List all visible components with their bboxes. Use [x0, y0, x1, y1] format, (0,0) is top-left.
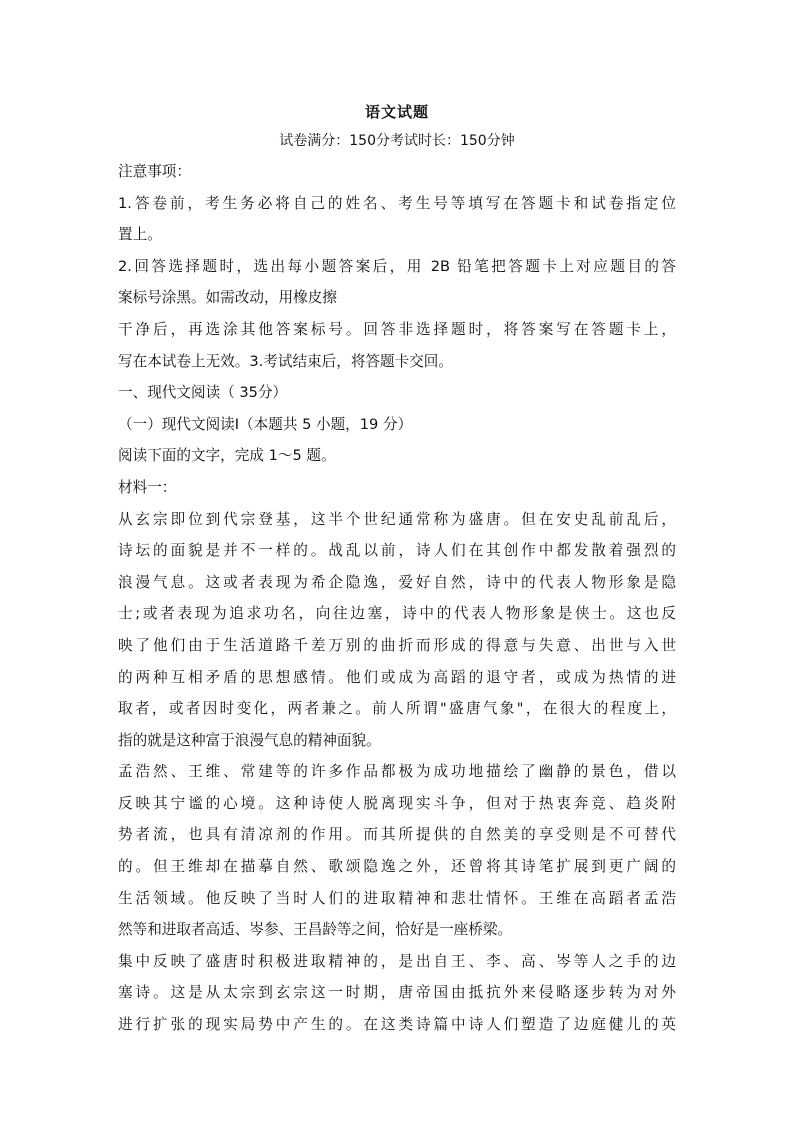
notice-heading: 注意事项：	[118, 163, 191, 180]
text-line: 干净后，再选涂其他答案标号。回答非选择题时，将答案写在答题卡上，	[118, 320, 676, 338]
text-line: 集中反映了盛唐时积极进取精神的，是出自王、李、高、岑等人之手的边	[118, 952, 676, 970]
notice-item-2	[118, 251, 676, 377]
paragraph-3	[118, 946, 676, 1041]
paragraph-2	[118, 756, 676, 946]
material-label: 材料一：	[118, 478, 177, 496]
subsection-heading: （一）现代文阅读Ⅰ（本题共 5 小题，19 分）	[118, 415, 413, 433]
text-line: 然等和进取者高适、岑参、王昌龄等之间，恰好是一座桥梁。	[118, 921, 513, 939]
text-line: 案标号涂黑。如需改动，用橡皮擦	[118, 289, 337, 307]
text-line: 1.答卷前，考生务必将自己的姓名、考生号等填写在答题卡和试卷指定位	[118, 194, 676, 212]
text-line: 士;或者表现为追求功名，向往边塞，诗中的代表人物形象是侠士。这也反	[118, 605, 676, 623]
text-line: 生活领域。他反映了当时人们的进取精神和悲壮情怀。王维在高蹈者孟浩	[118, 889, 676, 907]
text-line: 势者流，也具有清凉剂的作用。而其所提供的自然美的享受则是不可替代	[118, 826, 676, 844]
text-line: 置上。	[118, 226, 162, 244]
reading-instruction: 阅读下面的文字，完成 1～5 题。	[118, 447, 336, 465]
text-line: 进行扩张的现实局势中产生的。在这类诗篇中诗人们塑造了边庭健儿的英	[118, 1016, 676, 1034]
text-line: 指的就是这种富于浪漫气息的精神面貌。	[118, 731, 381, 749]
text-line: 的两种互相矛盾的思想感情。他们或成为高蹈的退守者，或成为热情的进	[118, 668, 676, 686]
exam-info: 试卷满分：150分考试时长：150分钟	[279, 133, 515, 149]
paragraph-1	[118, 504, 676, 757]
text-line: 映了他们由于生活道路千差万别的曲折而形成的得意与失意、出世与入世	[118, 636, 676, 654]
exam-page	[118, 98, 676, 1041]
text-line: 塞诗。这是从太宗到玄宗这一时期，唐帝国由抵抗外来侵略逐步转为对外	[118, 984, 676, 1002]
section-heading: 一、现代文阅读（ 35分）	[118, 384, 288, 402]
text-line: 反映其宁谧的心境。这种诗使人脱离现实斗争，但对于热衷奔竞、趋炎附	[118, 794, 676, 812]
text-line: 写在本试卷上无效。3.考试结束后，将答题卡交回。	[118, 352, 453, 370]
page-title: 语文试题	[364, 103, 429, 121]
notice-item-1	[118, 188, 676, 251]
text-line: 取者，或者因时变化，两者兼之。前人所谓"盛唐气象"，在很大的程度上，	[118, 700, 676, 718]
text-line: 诗坛的面貌是并不一样的。战乱以前，诗人们在其创作中都发散着强烈的	[118, 542, 676, 560]
text-line: 2.回答选择题时，选出每小题答案后，用 2B 铅笔把答题卡上对应题目的答	[118, 257, 676, 275]
text-line: 从玄宗即位到代宗登基，这半个世纪通常称为盛唐。但在安史乱前乱后，	[118, 510, 676, 528]
text-line: 的。但王维却在描摹自然、歌颂隐逸之外，还曾将其诗笔扩展到更广阔的	[118, 858, 676, 876]
text-line: 浪漫气息。这或者表现为希企隐逸，爱好自然，诗中的代表人物形象是隐	[118, 573, 676, 591]
text-line: 孟浩然、王维、常建等的许多作品都极为成功地描绘了幽静的景色，借以	[118, 763, 676, 781]
